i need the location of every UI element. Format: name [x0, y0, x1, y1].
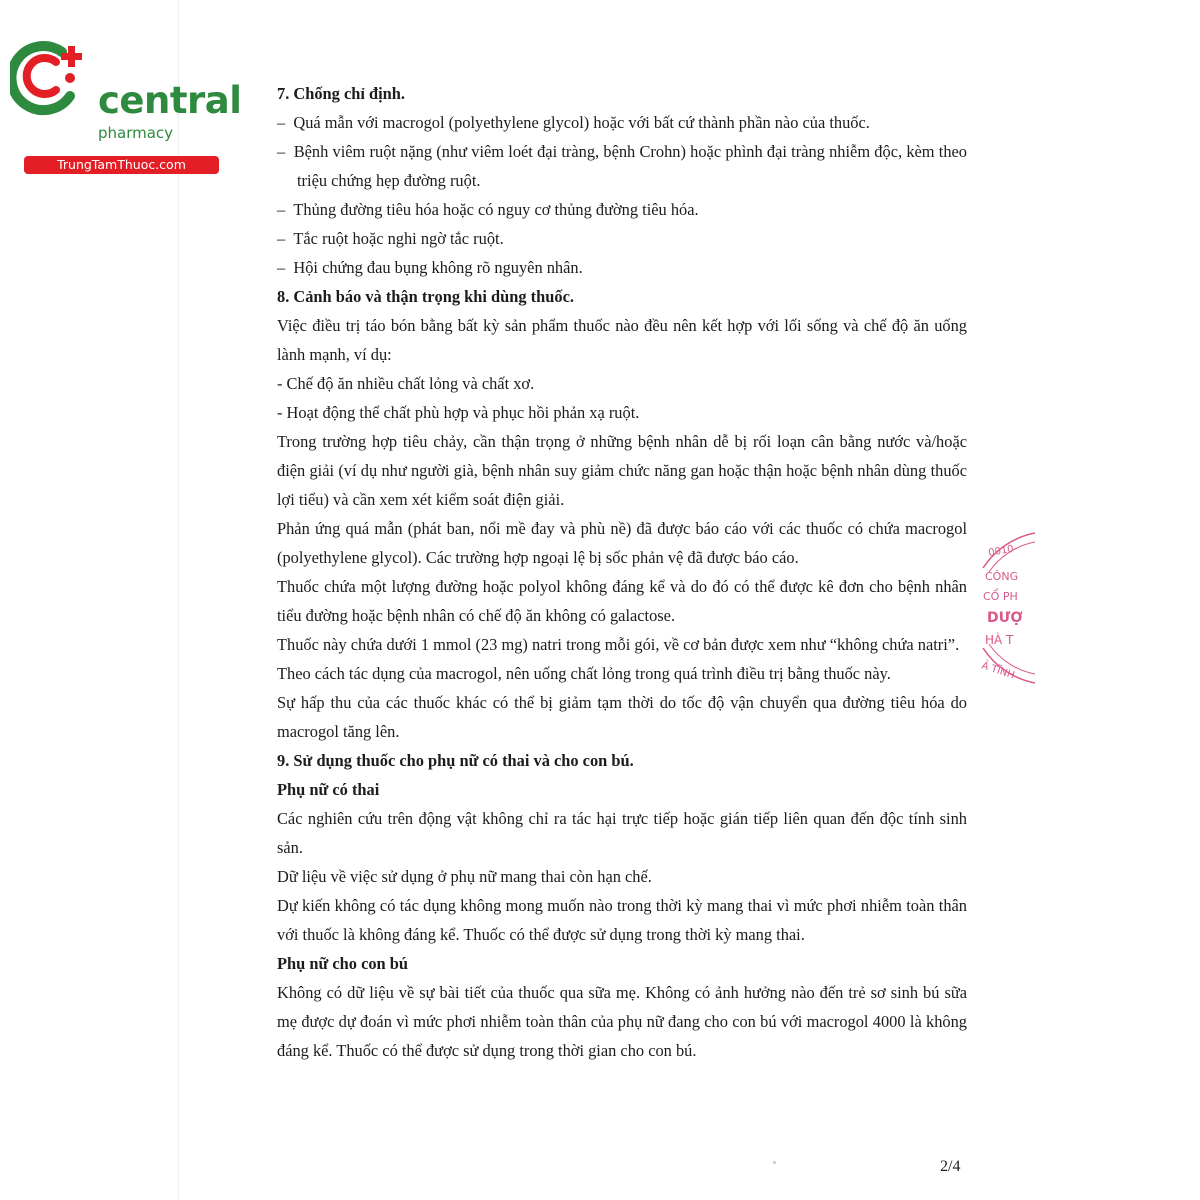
page-number: 2/4: [940, 1158, 961, 1175]
paragraph: Việc điều trị táo bón bằng bất kỳ sản phẩm thuốc nào đều nên kết hợp với lối sống và chế độ ăn uống lành mạnh, ví dụ:: [277, 316, 967, 364]
stamp-line: 0010-: [987, 543, 1019, 559]
list-item: – Quá mẫn với macrogol (polyethylene glycol) hoặc với bất cứ thành phần nào của thuốc.: [277, 113, 870, 132]
central-pharmacy-logo[interactable]: [10, 38, 242, 172]
logo-name: central: [98, 79, 242, 122]
list-item: – Tắc ruột hoặc nghi ngờ tắc ruột.: [277, 229, 504, 248]
list-item: – Thủng đường tiêu hóa hoặc có nguy cơ thủng đường tiêu hóa.: [277, 200, 699, 219]
paragraph: Dữ liệu về việc sử dụng ở phụ nữ mang thai còn hạn chế.: [277, 867, 652, 886]
subheading-nursing: Phụ nữ cho con bú: [277, 954, 408, 973]
paragraph: Thuốc này chứa dưới 1 mmol (23 mg) natri trong mỗi gói, về cơ bản được xem như “không chứa natri”.: [277, 635, 960, 654]
stamp-line: Ả TĨNH: [980, 660, 1016, 682]
paragraph: Không có dữ liệu về sự bài tiết của thuốc qua sữa mẹ. Không có ảnh hưởng nào đến trẻ sơ sinh bú sữa mẹ được dự đoán vì mức phơi nhiễm toàn thân của phụ nữ đang cho con bú với macrogol 4000 là không đáng kể. Thuốc có thể được sử dụng trong thời gian cho con bú.: [277, 983, 967, 1060]
paragraph: Theo cách tác dụng của macrogol, nên uống chất lỏng trong quá trình điều trị bằng thuốc này.: [277, 664, 891, 683]
logo-site-link[interactable]: TrungTamThuoc.com: [24, 156, 219, 174]
section-7-title: 7. Chống chỉ định.: [277, 84, 405, 103]
stamp-line: HÀ T: [985, 633, 1014, 647]
section-8-title: 8. Cảnh báo và thận trọng khi dùng thuốc.: [277, 287, 574, 306]
paragraph: Sự hấp thu của các thuốc khác có thể bị giảm tạm thời do tốc độ vận chuyển qua đường tiêu hóa do macrogol tăng lên.: [277, 693, 967, 741]
paragraph: Thuốc chứa một lượng đường hoặc polyol không đáng kể và do đó có thể được kê đơn cho bệnh nhân tiểu đường hoặc bệnh nhân có chế độ ăn không có galactose.: [277, 577, 967, 625]
list-item: – Bệnh viêm ruột nặng (như viêm loét đại tràng, bệnh Crohn) hoặc phình đại tràng nhiễm độc, kèm theo triệu chứng hẹp đường ruột.: [277, 142, 967, 190]
section-9-title: 9. Sử dụng thuốc cho phụ nữ có thai và cho con bú.: [277, 751, 634, 770]
logo-mark-icon: [10, 38, 100, 118]
page-edge: [178, 0, 179, 1200]
paragraph: Dự kiến không có tác dụng không mong muốn nào trong thời kỳ mang thai vì mức phơi nhiễm toàn thân với thuốc là không đáng kể. Thuốc có thể được sử dụng trong thời kỳ mang thai.: [277, 896, 967, 944]
stamp-line: CỔ PH: [983, 590, 1018, 603]
stamp-line: CÔNG: [985, 570, 1019, 583]
stamp-line: DƯỢ: [987, 610, 1023, 626]
bullet-item: - Hoạt động thể chất phù hợp và phục hồi phản xạ ruột.: [277, 403, 640, 422]
company-stamp: [975, 528, 1035, 688]
scan-speck: [773, 1161, 776, 1164]
paragraph: Trong trường hợp tiêu chảy, cần thận trọng ở những bệnh nhân dễ bị rối loạn cân bằng nước và/hoặc điện giải (ví dụ như người già, bệnh nhân suy giảm chức năng gan hoặc thận hoặc bệnh nhân dùng thuốc lợi tiểu) và cần xem xét kiểm soát điện giải.: [277, 432, 967, 509]
paragraph: Các nghiên cứu trên động vật không chỉ ra tác hại trực tiếp hoặc gián tiếp liên quan đến độc tính sinh sản.: [277, 809, 967, 857]
subheading-pregnant: Phụ nữ có thai: [277, 780, 380, 799]
paragraph: Phản ứng quá mẫn (phát ban, nổi mề đay và phù nề) đã được báo cáo với các thuốc có chứa macrogol (polyethylene glycol). Các trường hợp ngoại lệ bị sốc phản vệ đã được báo cáo.: [277, 519, 967, 567]
document-body: [277, 79, 967, 1065]
bullet-item: - Chế độ ăn nhiều chất lỏng và chất xơ.: [277, 374, 535, 393]
list-item: – Hội chứng đau bụng không rõ nguyên nhân.: [277, 258, 583, 277]
logo-subtitle: pharmacy: [98, 124, 174, 142]
